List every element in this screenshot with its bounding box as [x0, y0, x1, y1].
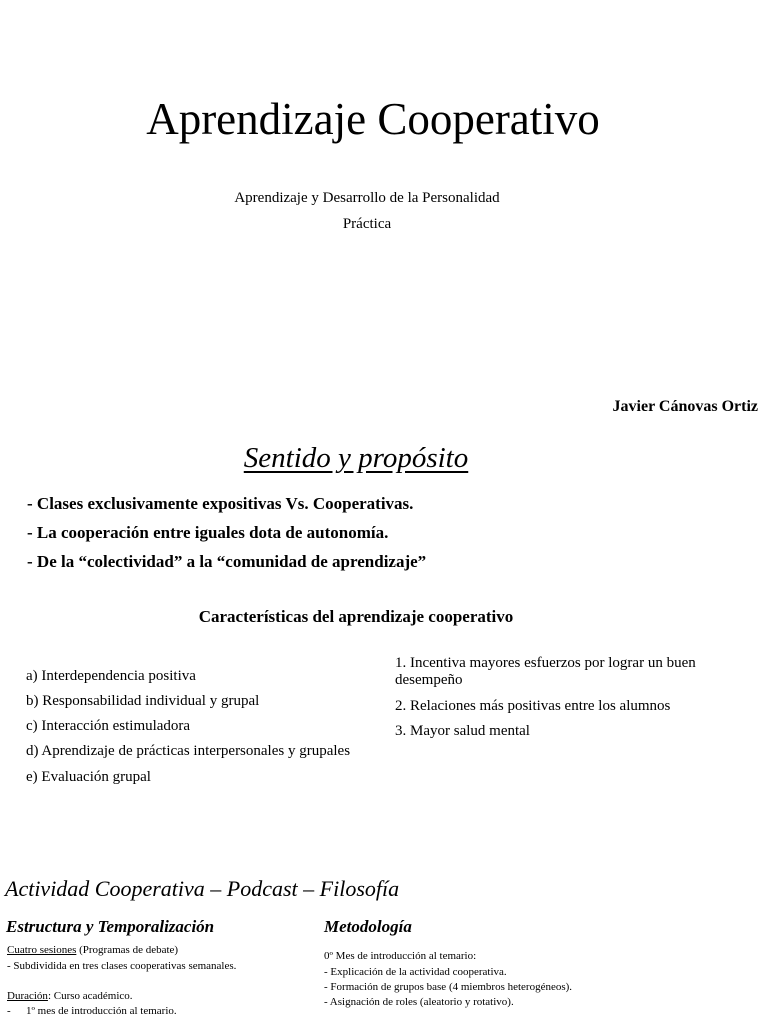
metodologia-line: 0º Mes de introducción al temario: [324, 950, 477, 962]
subtitle-practica: Práctica [342, 216, 392, 232]
estructura-list-marker: - [7, 1005, 11, 1017]
sentido-bullet-2: - La cooperación entre iguales dota de autonomía. [27, 523, 389, 542]
actividad-title: Actividad Cooperativa – Podcast – Filosofía [5, 876, 400, 901]
caracteristica-item: e) Evaluación grupal [26, 769, 151, 785]
caracteristica-item: c) Interacción estimuladora [26, 718, 191, 734]
metodologia-line: - Asignación de roles (aleatorio y rotativo). [324, 996, 514, 1008]
sentido-heading: Sentido y propósito [243, 442, 469, 474]
sentido-bullet-1: - Clases exclusivamente expositivas Vs. Cooperativas. [27, 494, 414, 513]
sentido-bullet-3: - De la “colectividad” a la “comunidad de aprendizaje” [27, 552, 427, 571]
estructura-heading: Estructura y Temporalización [6, 917, 215, 936]
caracteristica-item: d) Aprendizaje de prácticas interpersonales y grupales [26, 743, 351, 759]
caracteristica-item: a) Interdependencia positiva [26, 668, 196, 684]
metodologia-heading: Metodología [324, 917, 412, 936]
duracion-label: Duración [7, 990, 48, 1002]
benefit-item: 2. Relaciones más positivas entre los alumnos [395, 698, 671, 714]
caracteristicas-heading: Características del aprendizaje cooperativo [198, 607, 514, 626]
duracion-value: : Curso académico. [47, 990, 133, 1002]
benefit-item: 3. Mayor salud mental [395, 723, 530, 739]
author-name: Javier Cánovas Ortiz [612, 398, 758, 415]
subtitle-course: Aprendizaje y Desarrollo de la Personalidad [234, 190, 500, 206]
metodologia-line: - Formación de grupos base (4 miembros heterogéneos). [324, 981, 573, 993]
metodologia-line: - Explicación de la actividad cooperativa. [324, 966, 507, 978]
estructura-duracion [7, 989, 133, 1004]
caracteristica-item: b) Responsabilidad individual y grupal [26, 693, 260, 709]
estructura-line: - Subdividida en tres clases cooperativas semanales. [7, 960, 237, 972]
benefit-item: 1. Incentiva mayores esfuerzos por lograr un buen desempeño [395, 655, 696, 688]
document-title: Aprendizaje Cooperativo [146, 94, 600, 144]
estructura-sesiones [7, 943, 178, 958]
sesiones-note: (Programas de debate) [76, 944, 179, 956]
sesiones-label: Cuatro sesiones [7, 944, 77, 956]
estructura-list-item: 1º mes de introducción al temario. [26, 1005, 177, 1017]
